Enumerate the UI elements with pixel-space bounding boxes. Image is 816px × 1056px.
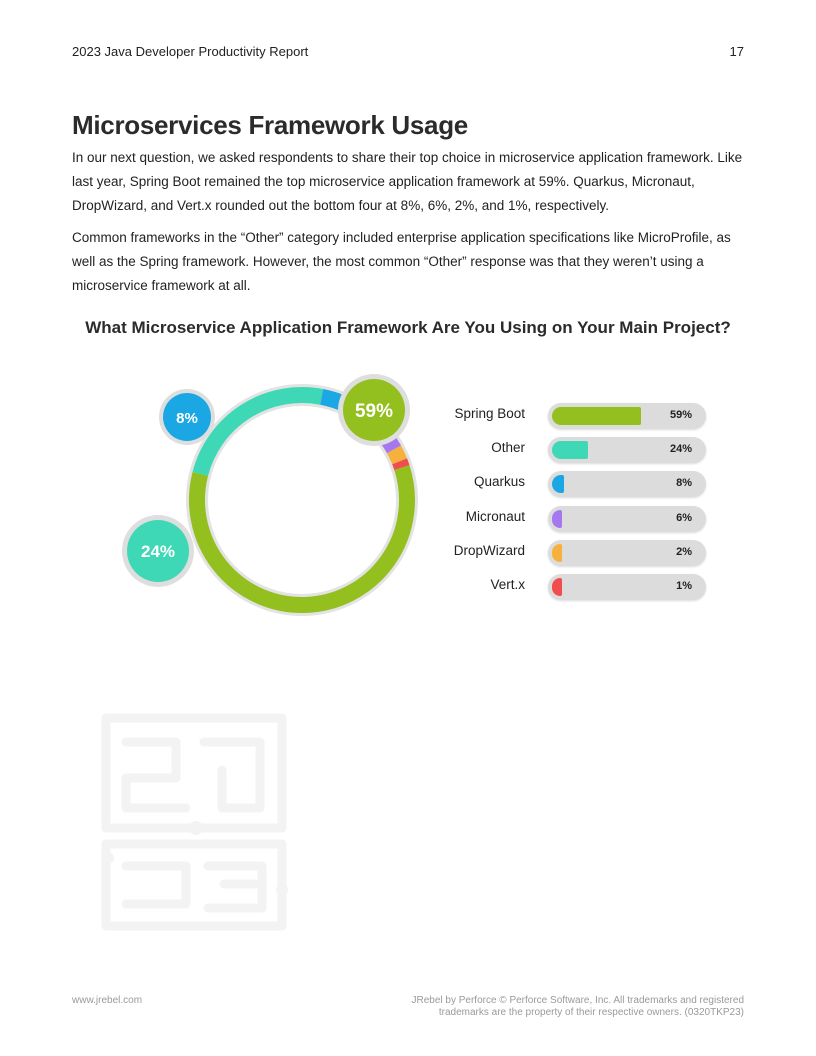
bar-value-label: 6% [676, 511, 692, 524]
callout-label-quarkus: 8% [176, 410, 198, 427]
callout-bubble-other [122, 515, 194, 587]
bar-row-vertx [430, 571, 720, 605]
bar-value-label: 24% [669, 443, 692, 456]
section-title: Microservices Framework Usage [72, 110, 468, 140]
bar-row-quarkus [430, 468, 720, 502]
bar-fill [552, 510, 562, 528]
bar-track [548, 574, 706, 600]
bar-label: DropWizard [453, 542, 525, 558]
intro-paragraph: In our next question, we asked respondents to share their top choice in microservice application framework. Like last year, Spring Boot remained the top microservice application framework at 59%. Quarkus, Micronaut, DropWizard, and Vert.x rounded out the bottom four at 8%, 6%, 2%, and 1%, respectively. [72, 150, 743, 213]
bar-fill [552, 441, 588, 459]
bar-label: Spring Boot [454, 406, 525, 421]
bar-value-label: 1% [676, 579, 692, 592]
donut-segment-dropwizard [394, 449, 400, 461]
chart-title: What Microservice Application Framework Are You Using on Your Main Project? [85, 318, 731, 337]
bar-row-other [430, 434, 720, 468]
bar-label: Quarkus [473, 474, 525, 490]
other-category-paragraph: Common frameworks in the “Other” category included enterprise application specifications like MicroProfile, as well as the Spring framework. However, the most common “Other” response was that they weren’t using a microservice framework at all. [72, 230, 731, 293]
bar-track [548, 471, 706, 497]
jrebel-watermark-logo [96, 708, 292, 936]
callout-label-spring-boot: 59% [354, 401, 394, 422]
bar-chart [430, 400, 720, 605]
bar-value-label: 59% [669, 409, 692, 421]
bar-fill [552, 578, 562, 596]
header-title: 2023 Java Developer Productivity Report [72, 44, 309, 59]
donut-segment-other [200, 395, 321, 474]
donut-segment-spring-boot [197, 468, 407, 605]
callout-bubble-quarkus [159, 389, 215, 445]
bar-label: Micronaut [465, 508, 525, 524]
bar-track [548, 403, 706, 429]
footer-legal-line-2: trademarks are the property of their respective owners. (0320TKP23) [438, 1007, 744, 1018]
bar-row-micronaut [430, 503, 720, 537]
footer-legal [384, 995, 744, 1019]
bar-value-label: 2% [676, 545, 692, 558]
bar-label: Vert.x [490, 576, 525, 592]
bar-fill [552, 407, 641, 425]
bar-row-spring-boot [430, 400, 720, 434]
footer-website: www.jrebel.com [72, 995, 143, 1006]
footer-legal-line-1: JRebel by Perforce © Perforce Software, Inc. All trademarks and registered [411, 995, 744, 1006]
bar-track [548, 437, 706, 463]
bar-fill [552, 544, 562, 562]
bar-label: Other [491, 440, 525, 456]
callout-label-other: 24% [140, 542, 176, 561]
callout-bubble-spring-boot [338, 374, 410, 446]
bar-row-dropwizard [430, 537, 720, 571]
page-number: 17 [729, 44, 744, 59]
donut-chart [110, 360, 440, 620]
bar-track [548, 506, 706, 532]
donut-segment-vertx [400, 461, 402, 467]
bar-value-label: 8% [676, 477, 692, 490]
bar-track [548, 540, 706, 566]
bar-fill [552, 475, 564, 493]
